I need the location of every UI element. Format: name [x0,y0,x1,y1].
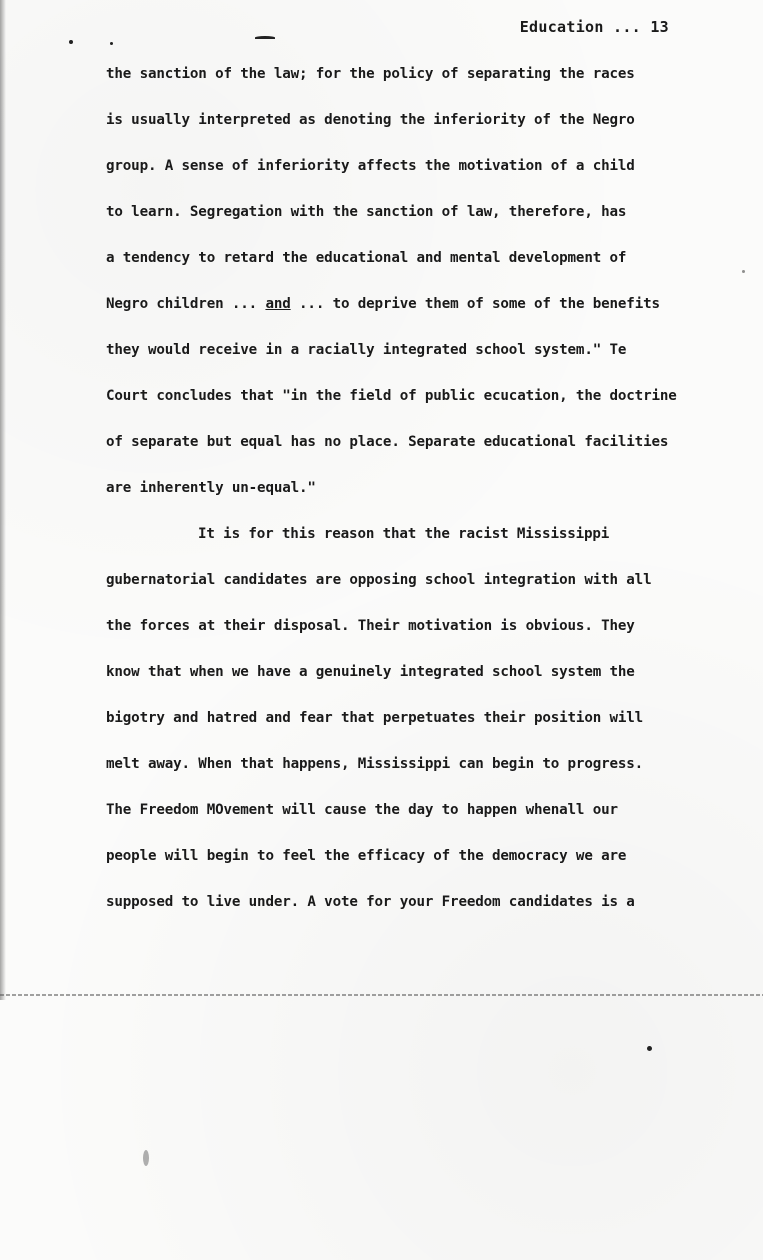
text-line: are inherently un-equal." [106,480,316,496]
page-left-edge-shadow [0,0,6,1000]
paragraph-first-line: It is for this reason that the racist Mississippi [198,526,610,542]
text-line: people will begin to feel the efficacy of the democracy we are [106,848,627,864]
text-line: know that when we have a genuinely integrated school system the [106,664,635,680]
scan-speck [110,42,113,45]
text-line: The Freedom MOvement will cause the day to happen whenall our [106,802,618,818]
scan-speck [647,1046,652,1051]
scan-speck [255,36,275,39]
scan-speck [143,1150,149,1166]
text-line: of separate but equal has no place. Separate educational facilities [106,434,669,450]
underlined-word: and [265,296,291,312]
text-line: is usually interpreted as denoting the inferiority of the Negro [106,112,635,128]
text-line: gubernatorial candidates are opposing school integration with all [106,572,652,588]
text-line: the forces at their disposal. Their motivation is obvious. They [106,618,635,634]
text-line: a tendency to retard the educational and mental development of [106,250,627,266]
text-line [106,290,736,336]
text-segment: Negro children ... [106,296,266,312]
text-line: bigotry and hatred and fear that perpetuates their position will [106,710,644,726]
text-line: Court concludes that "in the field of public ecucation, the doctrine [106,388,677,404]
document-body [106,60,736,934]
text-line: melt away. When that happens, Mississippi can begin to progress. [106,756,644,772]
text-segment: ... to deprive them of some of the benefits [290,296,660,312]
page-fold-line [0,994,763,996]
text-line: supposed to live under. A vote for your Freedom candidates is a [106,894,635,910]
scan-speck [742,270,745,273]
text-line: they would receive in a racially integrated school system." Te [106,342,627,358]
text-line: to learn. Segregation with the sanction of law, therefore, has [106,204,627,220]
scan-speck [69,40,73,44]
running-header: Education ... 13 [519,18,669,36]
text-line: group. A sense of inferiority affects the motivation of a child [106,158,635,174]
text-line: the sanction of the law; for the policy of separating the races [106,66,635,82]
